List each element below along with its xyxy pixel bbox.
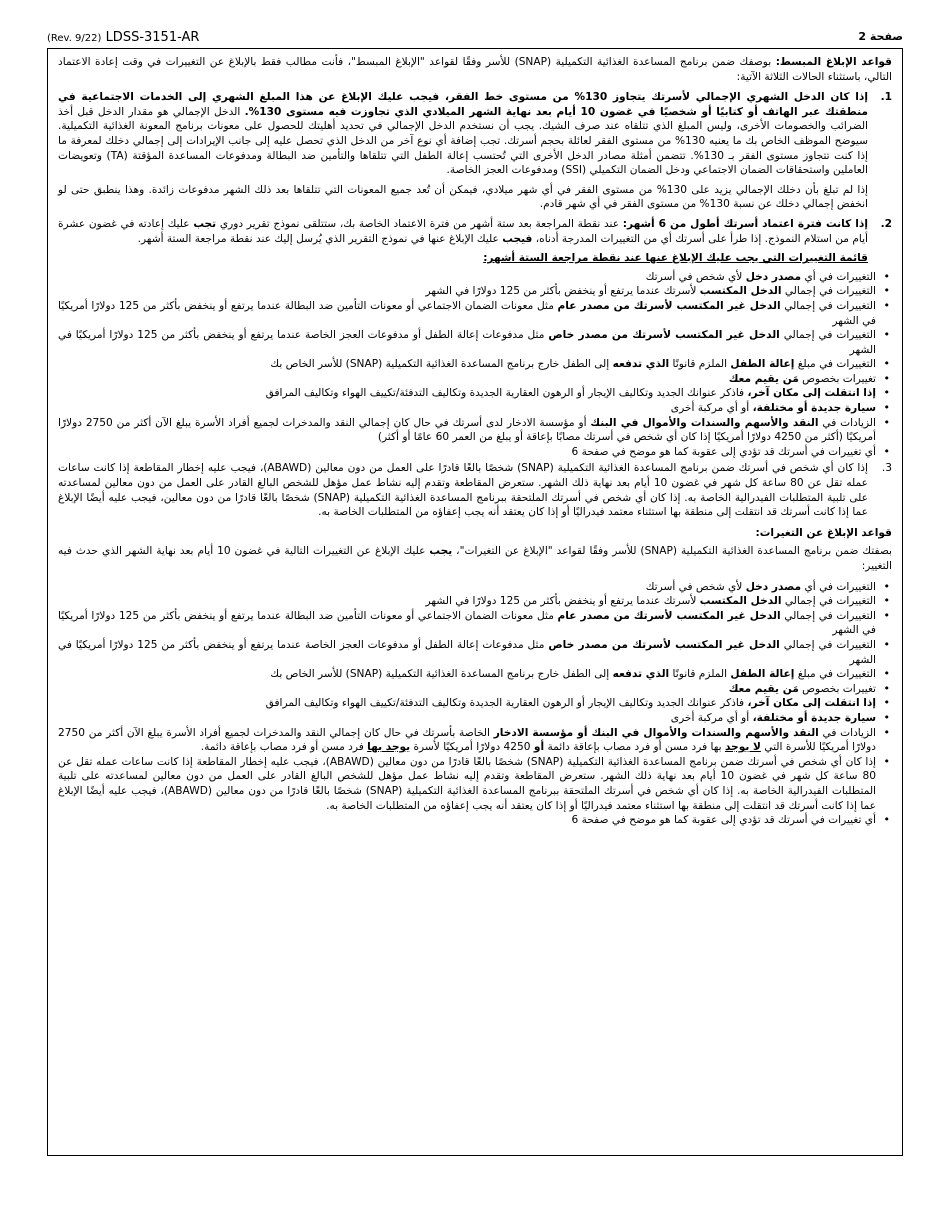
list-text: الملزم قانونًا (669, 358, 731, 371)
list-text: مثل معونات الضمان الاجتماعي أو معونات التأمين ضد البطالة عندما يرتفع أو ينخفض بأكثر من 125 دولارًا أمريكيًا في الشهر (58, 299, 876, 327)
item-2-bold: إذا كانت فترة اعتماد أسرتك أطول من 6 أشهر: (622, 217, 868, 230)
simplified-reporting-intro (58, 55, 892, 84)
list-text: التغييرات في إجمالي (780, 609, 876, 622)
list-item (58, 386, 876, 401)
list-bold: الذي تدفعه (612, 358, 670, 371)
six-month-change-list (58, 270, 892, 460)
list-text: أي تغييرات في أسرتك قد تؤدي إلى عقوبة كما هو موضح في صفحة 6 (571, 445, 876, 458)
list-item (58, 755, 876, 813)
list-bold: سيارة جديدة أو مختلفة، (752, 711, 876, 724)
list-text: فاذكر عنوانك الجديد وتكاليف الإيجار أو الرهون العقارية الجديدة وتكاليف التدفئة/تكييف الهواء وتكاليف المرافق (265, 387, 748, 400)
list-text: التغييرات في إجمالي (779, 638, 876, 651)
list-text: إلى الطفل خارج برنامج المساعدة الغذائية التكميلية (SNAP) للأسر الخاص بك (270, 358, 613, 371)
list-item (58, 813, 876, 828)
item-number: 2. (880, 217, 892, 230)
list-bold: الدخل غير المكتسب لأسرتك من مصدر خاص (548, 329, 780, 342)
item-2-body: عند نقطة المراجعة بعد ستة أشهر من فترة الاعتماد الخاصة بك، ستتلقى نموذج تقرير دوري (216, 217, 623, 230)
item-1-text (58, 90, 868, 178)
list-text: إذا كان أي شخص في أسرتك ضمن برنامج المساعدة الغذائية التكميلية (SNAP) شخصًا بالغًا قادرًا من دون معالين (ABAWD)، فيجب عليه إخطار المقاطعة إذا كانت ساعات عمله تقل عن 80 ساعة كل شهر في غضون 10 أيام بعد نهاية ذلك الشهر. ستعرض المقاطعة وتقدم إليه نشاط عمل مؤهل للشخص البالغ القادر على العمل من دون معالين لمساعدته على تلبية المتطلبات الفيدرالية الخاصة به. إذا كان أي شخص في أسرتك الملتحقة ببرنامج المساعدة الغذائية التكميلية (SNAP) شخصًا بالغًا قادرًا من دون معالين (ABAWD)، فيجب عليه أيضًا الإبلاغ عما إذا كانت أسرتك قد انتقلت إلى منطقة بها استثناء معتمد فيدراليًا أو إذا كان يعتقد أنه يجب إعفاؤه من المتطلبات الخاصة به. (58, 755, 876, 812)
item-2-body: عليك الإبلاغ عنها في نموذج التقرير الذي يُرسل إليك عند نقطة مراجعة الستة أشهر. (137, 232, 503, 245)
list-bold: مَن يقيم معك (728, 372, 799, 385)
exception-item-1 (58, 90, 892, 212)
list-item (58, 270, 876, 285)
list-text: الزيادات في (818, 416, 876, 429)
list-text: بها فرد مسن أو فرد مصاب بإعاقة دائمة (544, 741, 725, 754)
item-1-body: الدخل الإجمالي هو مقدار الدخل قبل أخذ الضرائب والخصومات الأخرى، وليس المبلغ الذي تتلقاه عند صرف الشيك. يجب أن نستخدم الدخل الإجمالي في تحديد أهليتك للحصول على معونات برنامج المعونة الغذائية التكميلية. سيوضح الموظف الخاص بك ما يعنيه 130% من مستوى الفقر لعائلة بحجم أسرتك. تجب إضافة أي نوع آخر من الدخل الذي تحصل عليه إلى جانب الإيرادات إلى إجمالي دخلك لمعرفة ما إذا كنت تتجاوز مستوى الفقر بـ 130%. تتضمن أمثلة مصادر الدخل الأخرى التي تُحتسب إعالة الطفل التي تتلقاها والتأمين ضد البطالة ومدفوعات المساعدة المؤقتة (TA) وتعويضات العاملين واستحقاقات الضمان الاجتماعي ودخل الضمان التكميلي (SSI) ومدفوعات العجز الخاصة. (58, 105, 869, 177)
item-number: 1. (880, 91, 892, 104)
list-item (58, 638, 876, 667)
list-text: التغييرات في إجمالي (781, 285, 876, 298)
content-frame (47, 48, 903, 1156)
intro-text: بصفتك ضمن برنامج المساعدة الغذائية التكميلية (SNAP) للأسر وفقًا لقواعد "الإبلاغ عن التغيرات"، (452, 545, 892, 558)
list-item (58, 667, 876, 682)
list-bold: إذا انتقلت إلى مكان آخر، (747, 697, 876, 710)
list-bold: مصدر دخل (745, 270, 802, 283)
list-item (58, 357, 876, 372)
list-text: مثل معونات الضمان الاجتماعي أو معونات التأمين ضد البطالة عندما يرتفع أو ينخفض بأكثر من 125 دولارًا أمريكيًا في الشهر (58, 609, 876, 637)
list-item (58, 299, 876, 328)
list-text: أو أي مركبة أخرى (670, 402, 753, 415)
list-text: مثل مدفوعات إعالة الطفل أو مدفوعات العجز الخاصة عندما يرتفع أو ينخفض بأكثر من 125 دولارًا أمريكيًا في الشهر (58, 329, 876, 356)
list-text: التغييرات في إجمالي (781, 595, 876, 608)
page-header (47, 30, 903, 46)
list-item (58, 580, 876, 595)
list-bold: الدخل غير المكتسب لأسرتك من مصدر عام (557, 609, 781, 622)
page-number: صفحة 2 (858, 30, 903, 43)
list-item (58, 682, 876, 697)
change-reporting-intro (58, 544, 892, 573)
list-text: لأسرتك عندما يرتفع أو ينخفض بأكثر من 125 دولارًا في الشهر (425, 285, 700, 298)
list-item (58, 401, 876, 416)
item-2-bold-must: تجب (193, 217, 217, 230)
list-text: تغييرات بخصوص (798, 682, 876, 695)
item-2-bold-must: فيجب (502, 232, 533, 245)
item-1-note: إذا لم تبلغ بأن دخلك الإجمالي يزيد على 130% من مستوى الفقر في أي شهر ميلادي، فيمكن أن تُعد جميع المعونات التي تتلقاها بعد ذلك الشهر مدفوعات زائدة. وهذا ينطبق حتى لو انخفض إجمالي دخلك عن نسبة 130% من مستوى الفقر في أي شهر قادم. (58, 183, 868, 211)
six-month-list-heading: قائمة التغييرات التي يجب عليك الإبلاغ عنها عند نقطة مراجعة الستة أشهر: (483, 252, 868, 265)
list-bold: لا يوجد (724, 741, 761, 754)
list-item (58, 445, 876, 460)
list-text: التغييرات في أي (801, 270, 876, 283)
list-text: أو أي مركبة أخرى (670, 711, 753, 724)
list-text: التغييرات في أي (801, 580, 876, 593)
list-bold: أو (533, 741, 545, 754)
list-text: فاذكر عنوانك الجديد وتكاليف الإيجار أو الرهون العقارية الجديدة وتكاليف التدفئة/تكييف الهواء وتكاليف المرافق (265, 697, 748, 710)
item-2-text (58, 217, 868, 246)
list-bold: النقد والأسهم والسندات والأموال في البنك أو مؤسسة الادخار (493, 726, 819, 739)
item-number: 3. (881, 462, 892, 475)
list-item (58, 609, 876, 638)
item-1-bold: إذا كان الدخل الشهري الإجمالي لأسرتك يتجاوز 130% من مستوى خط الفقر، فيجب عليك الإبلاغ عن هذا المبلغ الشهري إلى الخدمات الاجتماعية في منطقتك عبر الهاتف أو كتابيًا أو شخصيًا في غضون 10 أيام بعد نهاية الشهر الميلادي الذي تجاوزت فيه مستوى 130%. (58, 91, 869, 118)
exception-item-2 (58, 217, 892, 246)
list-text: 4250 دولارًا أمريكيًا لأسرة (410, 741, 534, 754)
list-text: لأي شخص في أسرتك (645, 270, 746, 283)
list-item (58, 726, 876, 755)
list-bold: النقد والأسهم والسندات والأموال في البنك (590, 416, 819, 429)
list-bold: إعالة الطفل (730, 358, 795, 371)
list-bold: مَن يقيم معك (728, 682, 799, 695)
list-text: الزيادات في (818, 726, 876, 739)
intro-text: عليك الإبلاغ عن التغييرات التالية في غضون 10 أيام بعد نهاية الشهر الذي حدث فيه التغيير: (58, 545, 892, 572)
list-item (58, 711, 876, 726)
intro-bold: يجب (429, 545, 453, 558)
list-item (58, 594, 876, 609)
list-bold: الدخل غير المكتسب لأسرتك من مصدر خاص (548, 638, 780, 651)
list-text: تغييرات بخصوص (798, 372, 876, 385)
item-3-text: إذا كان أي شخص في أسرتك ضمن برنامج المساعدة الغذائية التكميلية (SNAP) شخصًا بالغًا قادرًا على العمل من دون معالين (ABAWD)، فيجب عليه إخطار المقاطعة إذا كانت ساعات عمله تقل عن 80 ساعة كل شهر في غضون 10 أيام بعد نهاية ذلك الشهر. ستعرض المقاطعة وتقدم إليه نشاط عمل مؤهل للشخص البالغ القادر على العمل من دون معالين لمساعدته على تلبية المتطلبات الفيدرالية الخاصة به. إذا كان أي شخص في أسرتك الملتحقة ببرنامج المساعدة الغذائية التكميلية (SNAP) شخصًا بالغًا قادرًا من دون معالين، فيجب عليه أيضًا الإبلاغ عما إذا كانت أسرتك قد انتقلت إلى منطقة بها استثناء معتمد فيدراليًا أو إذا كان يعتقد أنه يجب إعفاؤه من المتطلبات الخاصة به. (58, 462, 868, 519)
form-identifier (47, 30, 199, 45)
item-2-body: عليك إعادته في غضون عشرة أيام من استلام النموذج. إذا طرأ على أسرتك أي من التغييرات المدرجة أدناه، (58, 217, 868, 245)
list-text: التغييرات في مبلغ (794, 358, 876, 371)
list-item (58, 696, 876, 711)
list-bold: إذا انتقلت إلى مكان آخر، (747, 387, 876, 400)
exception-item-3 (58, 461, 892, 519)
list-text: لأي شخص في أسرتك (645, 580, 746, 593)
list-text: الملزم قانونًا (669, 668, 731, 681)
list-item (58, 416, 876, 445)
list-text: التغييرات في إجمالي (780, 299, 876, 312)
list-bold: مصدر دخل (745, 580, 802, 593)
list-item (58, 328, 876, 357)
list-text: لأسرتك عندما يرتفع أو ينخفض بأكثر من 125 دولارًا في الشهر (425, 595, 700, 608)
list-bold: يوجد بها (367, 741, 411, 754)
list-bold: إعالة الطفل (730, 668, 795, 681)
list-item (58, 372, 876, 387)
list-bold: الذي تدفعه (612, 668, 670, 681)
list-text: الخاصة بأسرتك في حال كان إجمالي النقد والمدخرات لجميع أفراد الأسرة يبلغ الآن أكثر من 2750 دولارًا أمريكيًا للأسرة التي (58, 726, 876, 754)
list-text: إلى الطفل خارج برنامج المساعدة الغذائية التكميلية (SNAP) للأسر الخاص بك (270, 668, 613, 681)
list-text: مثل مدفوعات إعالة الطفل أو مدفوعات العجز الخاصة عندما يرتفع أو ينخفض بأكثر من 125 دولارًا أمريكيًا في الشهر (58, 638, 876, 666)
change-reporting-heading: قواعد الإبلاغ عن التغيرات: (755, 526, 892, 539)
list-bold: الدخل المكتسب (699, 285, 782, 298)
list-text: التغييرات في إجمالي (779, 329, 876, 342)
change-reporting-list (58, 580, 892, 828)
intro-label: قواعد الإبلاغ المبسط: (775, 56, 892, 68)
form-revision: (Rev. 9/22) (47, 33, 102, 44)
list-bold: الدخل المكتسب (699, 595, 782, 608)
form-number: LDSS-3151-AR (105, 30, 200, 45)
intro-text: بوصفك ضمن برنامج المساعدة الغذائية التكميلية (SNAP) للأسر وفقًا لقواعد "الإبلاغ المبسط"، فأنت مطالب فقط بالإبلاغ عن التغييرات في وقت إعادة الاعتماد التالي، باستثناء الحالات الثلاثة الآتية: (58, 56, 892, 83)
list-text: التغييرات في مبلغ (794, 668, 876, 681)
list-item (58, 284, 876, 299)
list-text: أو مؤسسة الادخار لدى أسرتك في حال كان إجمالي النقد والمدخرات لجميع أفراد الأسرة يبلغ الآن أكثر من 2750 دولارًا أمريكيًا (أكثر من 4250 دولارًا أمريكيًا إذا كان أي شخص في أسرتك مصابًا بإعاقة أو يبلغ من العمر 60 عامًا أو أكثر) (58, 416, 876, 444)
list-text: فرد مسن أو فرد مصاب بإعاقة دائمة. (200, 741, 368, 754)
list-bold: سيارة جديدة أو مختلفة، (752, 402, 876, 415)
list-text: أي تغييرات في أسرتك قد تؤدي إلى عقوبة كما هو موضح في صفحة 6 (571, 814, 876, 827)
list-bold: الدخل غير المكتسب لأسرتك من مصدر عام (557, 299, 781, 312)
